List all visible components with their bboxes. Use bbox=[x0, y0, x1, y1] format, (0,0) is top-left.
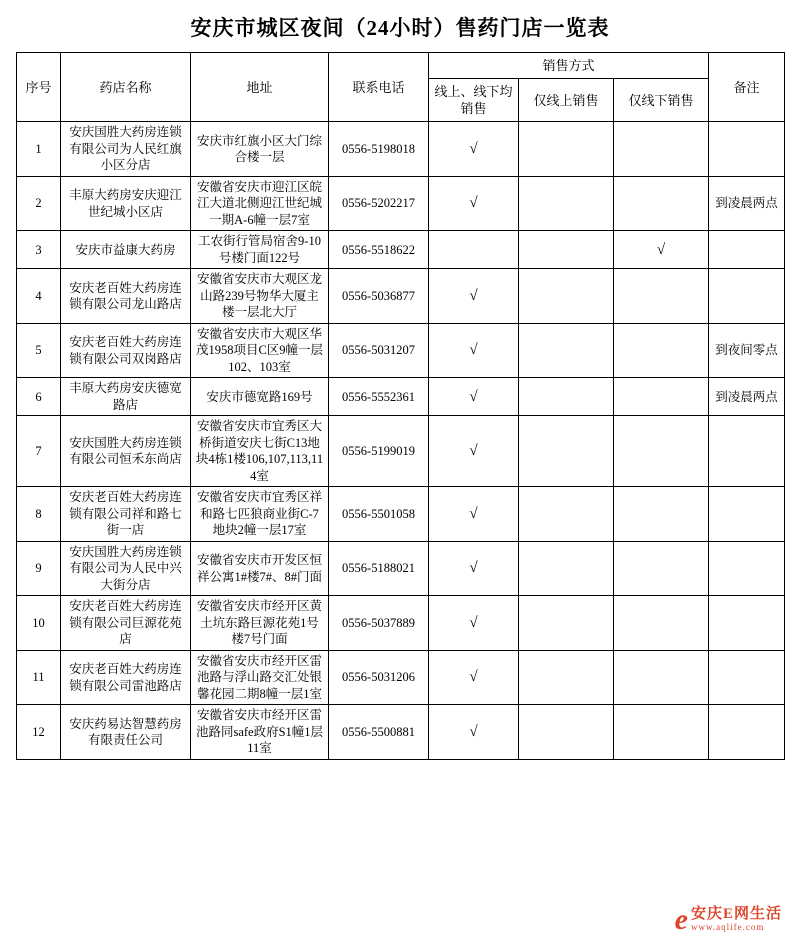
cell-sales-online bbox=[519, 323, 614, 378]
cell-note: 到凌晨两点 bbox=[709, 176, 785, 231]
check-mark-icon: √ bbox=[469, 505, 478, 522]
header-seq: 序号 bbox=[17, 53, 61, 122]
cell-sales-offline bbox=[614, 487, 709, 542]
header-name: 药店名称 bbox=[61, 53, 191, 122]
cell-sales-online bbox=[519, 269, 614, 324]
check-mark-icon: √ bbox=[469, 342, 478, 359]
header-phone: 联系电话 bbox=[329, 53, 429, 122]
table-row bbox=[17, 705, 785, 760]
cell-sales-offline bbox=[614, 596, 709, 651]
cell-note bbox=[709, 487, 785, 542]
cell-address: 工农街行管局宿舍9-10号楼门面122号 bbox=[191, 231, 329, 269]
cell-note bbox=[709, 705, 785, 760]
cell-sequence: 12 bbox=[17, 705, 61, 760]
cell-sales-both bbox=[429, 596, 519, 651]
cell-address: 安徽省安庆市经开区黄土坑东路巨源花苑1号楼7号门面 bbox=[191, 596, 329, 651]
table-row bbox=[17, 122, 785, 177]
cell-phone: 0556-5031207 bbox=[329, 323, 429, 378]
watermark-url: www.aqlife.com bbox=[690, 921, 765, 932]
cell-phone: 0556-5199019 bbox=[329, 416, 429, 487]
cell-sequence: 7 bbox=[17, 416, 61, 487]
cell-pharmacy-name: 安庆老百姓大药房连锁有限公司双岗路店 bbox=[61, 323, 191, 378]
table-row bbox=[17, 176, 785, 231]
cell-address: 安徽省安庆市大观区龙山路239号物华大厦主楼一层北大厅 bbox=[191, 269, 329, 324]
header-sales-group: 销售方式 bbox=[429, 53, 709, 79]
cell-sales-offline bbox=[614, 122, 709, 177]
cell-sales-online bbox=[519, 487, 614, 542]
cell-sales-both bbox=[429, 705, 519, 760]
header-address: 地址 bbox=[191, 53, 329, 122]
table-row bbox=[17, 416, 785, 487]
cell-phone: 0556-5501058 bbox=[329, 487, 429, 542]
cell-pharmacy-name: 安庆国胜大药房连锁有限公司恒禾东尚店 bbox=[61, 416, 191, 487]
table-row bbox=[17, 269, 785, 324]
check-mark-icon: √ bbox=[469, 140, 478, 157]
cell-sales-offline bbox=[614, 650, 709, 705]
cell-phone: 0556-5036877 bbox=[329, 269, 429, 324]
cell-sales-both bbox=[429, 416, 519, 487]
cell-phone: 0556-5188021 bbox=[329, 541, 429, 596]
cell-phone: 0556-5552361 bbox=[329, 378, 429, 416]
table-row bbox=[17, 541, 785, 596]
table-row bbox=[17, 487, 785, 542]
cell-sales-offline bbox=[614, 269, 709, 324]
cell-pharmacy-name: 安庆国胜大药房连锁有限公司为人民中兴大街分店 bbox=[61, 541, 191, 596]
cell-pharmacy-name: 丰原大药房安庆德宽路店 bbox=[61, 378, 191, 416]
check-mark-icon: √ bbox=[469, 287, 478, 304]
cell-note: 到夜间零点 bbox=[709, 323, 785, 378]
cell-sales-both bbox=[429, 541, 519, 596]
table-header bbox=[17, 53, 785, 122]
cell-phone: 0556-5031206 bbox=[329, 650, 429, 705]
cell-address: 安徽省安庆市经开区雷池路同safe政府S1幢1层11室 bbox=[191, 705, 329, 760]
table-body bbox=[17, 122, 785, 760]
cell-phone: 0556-5198018 bbox=[329, 122, 429, 177]
check-mark-icon: √ bbox=[469, 388, 478, 405]
check-mark-icon: √ bbox=[656, 241, 666, 258]
cell-note bbox=[709, 650, 785, 705]
cell-note bbox=[709, 269, 785, 324]
cell-pharmacy-name: 安庆市益康大药房 bbox=[61, 231, 191, 269]
cell-sales-offline bbox=[614, 541, 709, 596]
table-row bbox=[17, 323, 785, 378]
table-row bbox=[17, 378, 785, 416]
cell-address: 安庆市红旗小区大门综合楼一层 bbox=[191, 122, 329, 177]
cell-address: 安庆市德宽路169号 bbox=[191, 378, 329, 416]
watermark-title: 安庆E网生活 bbox=[690, 905, 782, 922]
check-mark-icon: √ bbox=[469, 443, 478, 460]
page-title: 安庆市城区夜间（24小时）售药门店一览表 bbox=[190, 16, 610, 40]
cell-sequence: 10 bbox=[17, 596, 61, 651]
cell-sales-both bbox=[429, 269, 519, 324]
cell-sales-offline bbox=[614, 416, 709, 487]
cell-sequence: 4 bbox=[17, 269, 61, 324]
cell-sales-online bbox=[519, 176, 614, 231]
cell-address: 安徽省安庆市经开区雷池路与浮山路交汇处银馨花园二期8幢一层1室 bbox=[191, 650, 329, 705]
cell-pharmacy-name: 安庆老百姓大药房连锁有限公司巨源花苑店 bbox=[61, 596, 191, 651]
cell-address: 安徽省安庆市宜秀区祥和路七匹狼商业街C-7地块2幢一层17室 bbox=[191, 487, 329, 542]
table-row bbox=[17, 231, 785, 269]
cell-note bbox=[709, 122, 785, 177]
cell-sales-online bbox=[519, 596, 614, 651]
header-sales-online: 仅线上销售 bbox=[519, 79, 614, 122]
cell-note bbox=[709, 541, 785, 596]
cell-pharmacy-name: 安庆国胜大药房连锁有限公司为人民红旗小区分店 bbox=[61, 122, 191, 177]
cell-pharmacy-name: 丰原大药房安庆迎江世纪城小区店 bbox=[61, 176, 191, 231]
cell-note: 到凌晨两点 bbox=[709, 378, 785, 416]
cell-phone: 0556-5037889 bbox=[329, 596, 429, 651]
cell-phone: 0556-5500881 bbox=[329, 705, 429, 760]
cell-sales-offline bbox=[614, 705, 709, 760]
header-note: 备注 bbox=[709, 53, 785, 122]
check-mark-icon: √ bbox=[469, 723, 478, 740]
cell-sales-online bbox=[519, 378, 614, 416]
cell-pharmacy-name: 安庆老百姓大药房连锁有限公司雷池路店 bbox=[61, 650, 191, 705]
header-row-top bbox=[17, 53, 785, 79]
cell-phone: 0556-5518622 bbox=[329, 231, 429, 269]
cell-sequence: 11 bbox=[17, 650, 61, 705]
cell-sales-online bbox=[519, 231, 614, 269]
cell-sales-both bbox=[429, 487, 519, 542]
cell-sequence: 9 bbox=[17, 541, 61, 596]
cell-sales-both bbox=[429, 122, 519, 177]
table-row bbox=[17, 650, 785, 705]
cell-sales-offline bbox=[614, 378, 709, 416]
cell-sales-online bbox=[519, 416, 614, 487]
cell-note bbox=[709, 596, 785, 651]
cell-sequence: 6 bbox=[17, 378, 61, 416]
cell-sequence: 1 bbox=[17, 122, 61, 177]
cell-pharmacy-name: 安庆药易达智慧药房有限责任公司 bbox=[61, 705, 191, 760]
cell-sales-offline bbox=[614, 231, 709, 269]
check-mark-icon: √ bbox=[469, 614, 478, 631]
cell-address: 安徽省安庆市大观区华茂1958项目C区9幢一层102、103室 bbox=[191, 323, 329, 378]
cell-note bbox=[709, 416, 785, 487]
cell-sales-both bbox=[429, 231, 519, 269]
cell-pharmacy-name: 安庆老百姓大药房连锁有限公司龙山路店 bbox=[61, 269, 191, 324]
cell-sales-both bbox=[429, 650, 519, 705]
cell-sequence: 2 bbox=[17, 176, 61, 231]
header-sales-offline: 仅线下销售 bbox=[614, 79, 709, 122]
cell-sales-online bbox=[519, 122, 614, 177]
cell-phone: 0556-5202217 bbox=[329, 176, 429, 231]
watermark-text bbox=[691, 907, 782, 932]
cell-sales-online bbox=[519, 541, 614, 596]
cell-sequence: 5 bbox=[17, 323, 61, 378]
cell-address: 安徽省安庆市宜秀区大桥街道安庆七街C13地块4栋1楼106,107,113,114室 bbox=[191, 416, 329, 487]
watermark-logo-icon: e bbox=[674, 903, 688, 936]
watermark bbox=[674, 903, 782, 936]
cell-sales-offline bbox=[614, 323, 709, 378]
cell-sales-both bbox=[429, 176, 519, 231]
cell-pharmacy-name: 安庆老百姓大药房连锁有限公司祥和路七街一店 bbox=[61, 487, 191, 542]
header-sales-both: 线上、线下均销售 bbox=[429, 79, 519, 122]
check-mark-icon: √ bbox=[469, 669, 478, 686]
cell-note bbox=[709, 231, 785, 269]
cell-sales-online bbox=[519, 705, 614, 760]
check-mark-icon: √ bbox=[469, 195, 478, 212]
cell-sequence: 8 bbox=[17, 487, 61, 542]
pharmacy-table bbox=[16, 52, 785, 760]
cell-address: 安徽省安庆市开发区恒祥公寓1#楼7#、8#门面 bbox=[191, 541, 329, 596]
cell-sales-both bbox=[429, 323, 519, 378]
cell-sales-both bbox=[429, 378, 519, 416]
cell-sales-online bbox=[519, 650, 614, 705]
check-mark-icon: √ bbox=[469, 560, 478, 577]
cell-address: 安徽省安庆市迎江区皖江大道北侧迎江世纪城一期A-6幢一层7室 bbox=[191, 176, 329, 231]
cell-sequence: 3 bbox=[17, 231, 61, 269]
table-row bbox=[17, 596, 785, 651]
cell-sales-offline bbox=[614, 176, 709, 231]
